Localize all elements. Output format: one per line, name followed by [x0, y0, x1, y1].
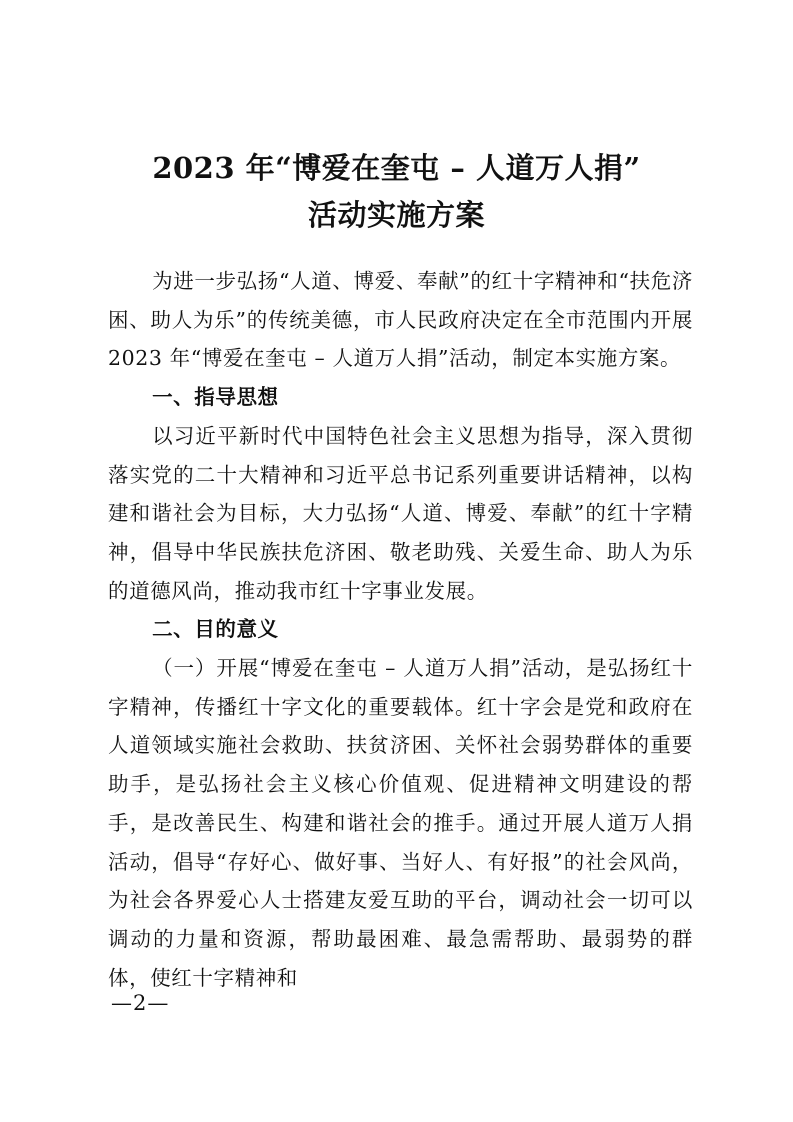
purpose-significance-paragraph: （一）开展“博爱在奎屯 – 人道万人捐”活动，是弘扬红十字精神，传播红十字文化的重要载体。红十字会是党和政府在人道领域实施社会救助、扶贫济困、关怀社会弱势群体的重要助手，是弘扬社会主义核心价值观、促进精神文明建设的帮手，是改善民生、构建和谐社会的推手。通过开展人道万人捐活动，倡导“存好心、做好事、当好人、有好报”的社会风尚，为社会各界爱心人士搭建友爱互助的平台，调动社会一切可以调动的力量和资源，帮助最困难、最急需帮助、最弱势的群体，使红十字精神和 — [108, 656, 693, 990]
page-number: —2— — [111, 991, 170, 1015]
title-line-2: 活动实施方案 — [307, 198, 485, 232]
document-body — [108, 262, 693, 997]
title-line-1: 2023 年“博爱在奎屯 – 人道万人捐” — [152, 151, 641, 185]
guiding-ideology-paragraph: 以习近平新时代中国特色社会主义思想为指导，深入贯彻落实党的二十大精神和习近平总书记系列重要讲话精神，以构建和谐社会为目标，大力弘扬“人道、博爱、奉献”的红十字精神，倡导中华民族扶危济困、敬老助残、关爱生命、助人为乐的道德风尚，推动我市红十字事业发展。 — [108, 423, 693, 603]
section-heading-guiding-ideology: 一、指导思想 — [152, 385, 279, 410]
intro-paragraph: 为进一步弘扬“人道、博爱、奉献”的红十字精神和“扶危济困、助人为乐”的传统美德，市人民政府决定在全市范围内开展 2023 年“博爱在奎屯 – 人道万人捐”活动，制定本实施方案。 — [108, 269, 693, 371]
section-heading-purpose-significance: 二、目的意义 — [152, 617, 279, 642]
